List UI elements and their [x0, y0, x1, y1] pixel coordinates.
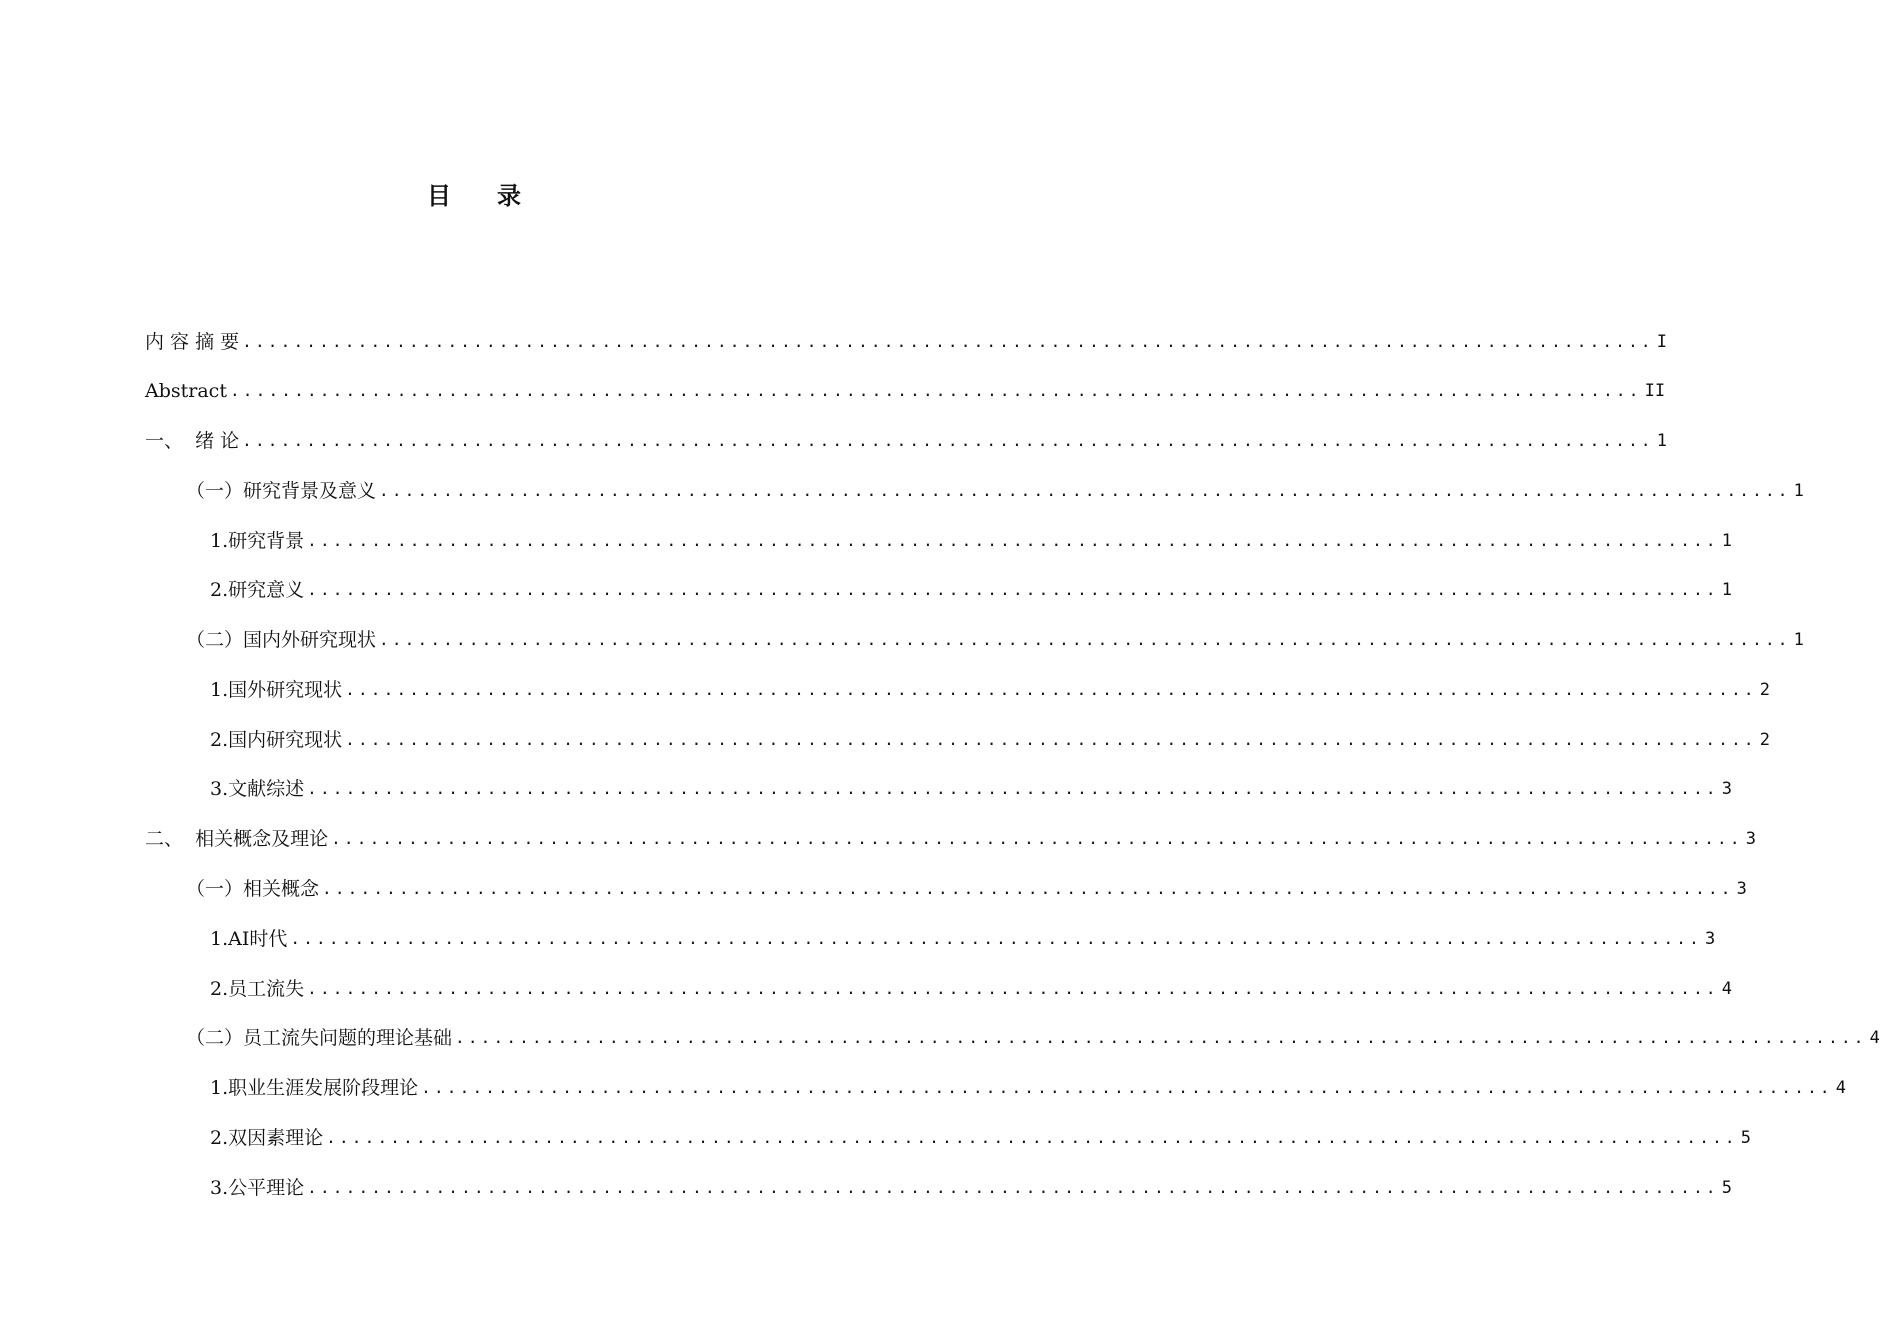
dot-leader: .............................................................................................................. — [326, 1128, 1738, 1147]
toc-entry-label: 3.公平理论 — [210, 1177, 305, 1199]
toc-entry-page: I — [1656, 332, 1667, 352]
toc-entry-item[interactable] — [210, 976, 1732, 1002]
dot-leader: .............................................................................................................. — [421, 1078, 1833, 1097]
dot-leader: .............................................................................................................. — [345, 730, 1757, 749]
toc-entry-item[interactable] — [210, 1075, 1846, 1101]
toc-entry-label: 2.国内研究现状 — [210, 729, 343, 751]
title-char-2: 录 — [497, 182, 523, 210]
toc-entry-label: （一）相关概念 — [186, 878, 320, 900]
toc-entry-page: 4 — [1869, 1028, 1880, 1048]
dot-leader: .............................................................................................................. — [379, 481, 1791, 500]
toc-entry-item[interactable] — [210, 926, 1716, 952]
toc-entry-section-1-2[interactable] — [186, 627, 1804, 653]
toc-entry-page: 1 — [1793, 630, 1804, 650]
toc-entry-section-2-2[interactable] — [186, 1025, 1880, 1051]
toc-entry-section-1-1[interactable] — [186, 478, 1804, 504]
toc-entry-label: 1.研究背景 — [210, 530, 305, 552]
dot-leader: .............................................................................................................. — [242, 431, 1654, 450]
toc-entry-page: 1 — [1721, 531, 1732, 551]
dot-leader: .............................................................................................................. — [307, 779, 1719, 798]
toc-entry-page: 5 — [1740, 1128, 1751, 1148]
toc-entry-item[interactable] — [210, 776, 1732, 802]
dot-leader: .............................................................................................................. — [307, 1178, 1719, 1197]
toc-entry-label: 3.文献综述 — [210, 778, 305, 800]
toc-entry-item[interactable] — [210, 1175, 1732, 1201]
toc-entry-abstract-en[interactable] — [145, 378, 1666, 404]
toc-entry-label: 2.双因素理论 — [210, 1127, 324, 1149]
toc-entry-page: 2 — [1759, 680, 1770, 700]
toc-entry-page: 5 — [1721, 1178, 1732, 1198]
toc-entry-item[interactable] — [210, 528, 1732, 554]
toc-entry-page: 4 — [1835, 1078, 1846, 1098]
toc-entry-label: （一）研究背景及意义 — [186, 480, 377, 502]
title-char-1: 目 — [427, 182, 453, 210]
toc-entry-chapter-2[interactable] — [145, 826, 1756, 852]
toc-entry-chapter-1[interactable] — [145, 428, 1667, 454]
toc-entry-label: 2.研究意义 — [210, 579, 305, 601]
dot-leader: .............................................................................................................. — [242, 332, 1654, 351]
toc-entry-label: Abstract — [145, 380, 227, 402]
toc-entry-label: 1.国外研究现状 — [210, 679, 343, 701]
toc-entry-label: 2.员工流失 — [210, 978, 305, 1000]
dot-leader: .............................................................................................................. — [307, 580, 1719, 599]
toc-entry-page: 1 — [1793, 481, 1804, 501]
toc-entry-label: 内 容 摘 要 — [145, 331, 240, 353]
toc-entry-label: （二）员工流失问题的理论基础 — [186, 1027, 453, 1049]
toc-entry-page: 3 — [1736, 879, 1747, 899]
toc-entry-page: 3 — [1721, 779, 1732, 799]
toc-entry-label: 1.AI时代 — [210, 928, 288, 950]
dot-leader: .............................................................................................................. — [290, 929, 1702, 948]
toc-entry-page: 4 — [1721, 979, 1732, 999]
dot-leader: .............................................................................................................. — [229, 381, 1642, 400]
toc-entry-section-2-1[interactable] — [186, 876, 1747, 902]
toc-entry-item[interactable] — [210, 1125, 1751, 1151]
dot-leader: .............................................................................................................. — [455, 1028, 1867, 1047]
dot-leader: .............................................................................................................. — [331, 829, 1743, 848]
toc-entry-item[interactable] — [210, 677, 1770, 703]
toc-entry-page: 1 — [1656, 431, 1667, 451]
toc-entry-page: 3 — [1745, 829, 1756, 849]
dot-leader: .............................................................................................................. — [345, 680, 1757, 699]
toc-entry-label: 1.职业生涯发展阶段理论 — [210, 1077, 419, 1099]
toc-entry-page: 2 — [1759, 730, 1770, 750]
toc-entry-item[interactable] — [210, 727, 1770, 753]
toc-entry-label: 一、 绪 论 — [145, 430, 240, 452]
dot-leader: .............................................................................................................. — [322, 879, 1734, 898]
toc-entry-label: 二、 相关概念及理论 — [145, 828, 329, 850]
toc-entry-abstract-cn[interactable] — [145, 329, 1667, 355]
toc-entry-item[interactable] — [210, 577, 1732, 603]
toc-entry-page: 3 — [1704, 929, 1716, 949]
toc-entry-page: II — [1644, 381, 1666, 401]
dot-leader: .............................................................................................................. — [379, 630, 1791, 649]
toc-entry-label: （二）国内外研究现状 — [186, 629, 377, 651]
toc-entry-page: 1 — [1721, 580, 1732, 600]
dot-leader: .............................................................................................................. — [307, 531, 1719, 550]
dot-leader: .............................................................................................................. — [307, 979, 1719, 998]
